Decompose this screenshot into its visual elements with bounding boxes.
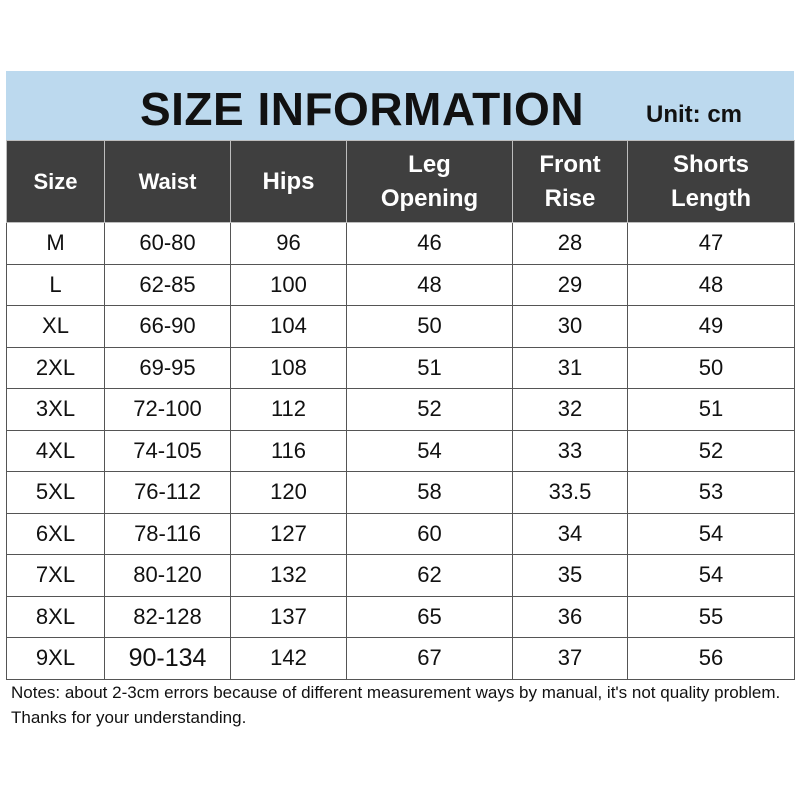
cell-hips: 142 — [231, 638, 347, 680]
table-row — [7, 596, 795, 638]
cell-shorts-length: 54 — [628, 513, 795, 555]
cell-waist: 80-120 — [105, 555, 231, 597]
cell-shorts-length: 54 — [628, 555, 795, 597]
cell-waist: 74-105 — [105, 430, 231, 472]
table-row — [7, 638, 795, 680]
header-shorts-length-line: Length — [671, 184, 751, 212]
cell-shorts-length: 47 — [628, 223, 795, 265]
cell-size: 8XL — [7, 596, 105, 638]
cell-waist: 82-128 — [105, 596, 231, 638]
header-leg-opening-line: Leg — [408, 150, 451, 178]
cell-size: 3XL — [7, 389, 105, 431]
cell-front-rise: 36 — [513, 596, 628, 638]
cell-shorts-length: 52 — [628, 430, 795, 472]
cell-waist: 76-112 — [105, 472, 231, 514]
cell-hips: 112 — [231, 389, 347, 431]
cell-front-rise: 32 — [513, 389, 628, 431]
cell-hips: 96 — [231, 223, 347, 265]
cell-leg-opening: 52 — [347, 389, 513, 431]
cell-leg-opening: 67 — [347, 638, 513, 680]
cell-shorts-length: 53 — [628, 472, 795, 514]
header-size: Size — [7, 141, 105, 223]
notes-text: Notes: about 2-3cm errors because of different measurement ways by manual, it's not quality problem. Thanks for your understanding. — [11, 683, 781, 727]
header-waist: Waist — [105, 141, 231, 223]
cell-leg-opening: 51 — [347, 347, 513, 389]
cell-size: L — [7, 264, 105, 306]
cell-shorts-length: 56 — [628, 638, 795, 680]
cell-hips: 132 — [231, 555, 347, 597]
cell-front-rise: 31 — [513, 347, 628, 389]
page-title: SIZE INFORMATION — [139, 83, 585, 135]
cell-waist: 69-95 — [105, 347, 231, 389]
unit-label: Unit: cm — [646, 101, 742, 128]
size-chart-table — [6, 140, 795, 680]
cell-hips: 108 — [231, 347, 347, 389]
cell-front-rise: 37 — [513, 638, 628, 680]
cell-size: 2XL — [7, 347, 105, 389]
cell-front-rise: 33.5 — [513, 472, 628, 514]
cell-leg-opening: 62 — [347, 555, 513, 597]
cell-hips: 137 — [231, 596, 347, 638]
table-row — [7, 430, 795, 472]
header-shorts-length-line: Shorts — [672, 150, 749, 178]
table-row — [7, 472, 795, 514]
header-front-rise-line: Front — [539, 150, 601, 178]
cell-shorts-length: 49 — [628, 306, 795, 348]
cell-hips: 116 — [231, 430, 347, 472]
cell-front-rise: 34 — [513, 513, 628, 555]
table-row — [7, 555, 795, 597]
header-front-rise-line: Rise — [544, 184, 596, 212]
cell-front-rise: 28 — [513, 223, 628, 265]
cell-size: 9XL — [7, 638, 105, 680]
header-row — [7, 141, 795, 223]
cell-hips: 100 — [231, 264, 347, 306]
cell-size: 6XL — [7, 513, 105, 555]
cell-front-rise: 33 — [513, 430, 628, 472]
cell-hips: 104 — [231, 306, 347, 348]
header-leg-opening-line: Opening — [380, 184, 479, 212]
cell-leg-opening: 48 — [347, 264, 513, 306]
table-row — [7, 347, 795, 389]
header-shorts-length — [628, 141, 795, 223]
table-row — [7, 264, 795, 306]
cell-size: 5XL — [7, 472, 105, 514]
table-body — [7, 223, 795, 680]
cell-leg-opening: 65 — [347, 596, 513, 638]
cell-waist: 90-134 — [105, 638, 231, 680]
cell-size: M — [7, 223, 105, 265]
table-row — [7, 389, 795, 431]
cell-front-rise: 35 — [513, 555, 628, 597]
header-hips: Hips — [231, 141, 347, 223]
cell-front-rise: 29 — [513, 264, 628, 306]
cell-waist: 66-90 — [105, 306, 231, 348]
cell-leg-opening: 54 — [347, 430, 513, 472]
cell-size: 7XL — [7, 555, 105, 597]
table-row — [7, 513, 795, 555]
cell-hips: 120 — [231, 472, 347, 514]
cell-waist: 60-80 — [105, 223, 231, 265]
cell-leg-opening: 60 — [347, 513, 513, 555]
cell-shorts-length: 51 — [628, 389, 795, 431]
header-leg-opening — [347, 141, 513, 223]
cell-leg-opening: 50 — [347, 306, 513, 348]
cell-leg-opening: 58 — [347, 472, 513, 514]
cell-size: 4XL — [7, 430, 105, 472]
cell-hips: 127 — [231, 513, 347, 555]
cell-waist: 62-85 — [105, 264, 231, 306]
cell-leg-opening: 46 — [347, 223, 513, 265]
cell-waist: 72-100 — [105, 389, 231, 431]
table-row — [7, 223, 795, 265]
cell-size: XL — [7, 306, 105, 348]
cell-shorts-length: 55 — [628, 596, 795, 638]
cell-shorts-length: 48 — [628, 264, 795, 306]
cell-front-rise: 30 — [513, 306, 628, 348]
header-front-rise — [513, 141, 628, 223]
cell-shorts-length: 50 — [628, 347, 795, 389]
cell-waist: 78-116 — [105, 513, 231, 555]
table-row — [7, 306, 795, 348]
